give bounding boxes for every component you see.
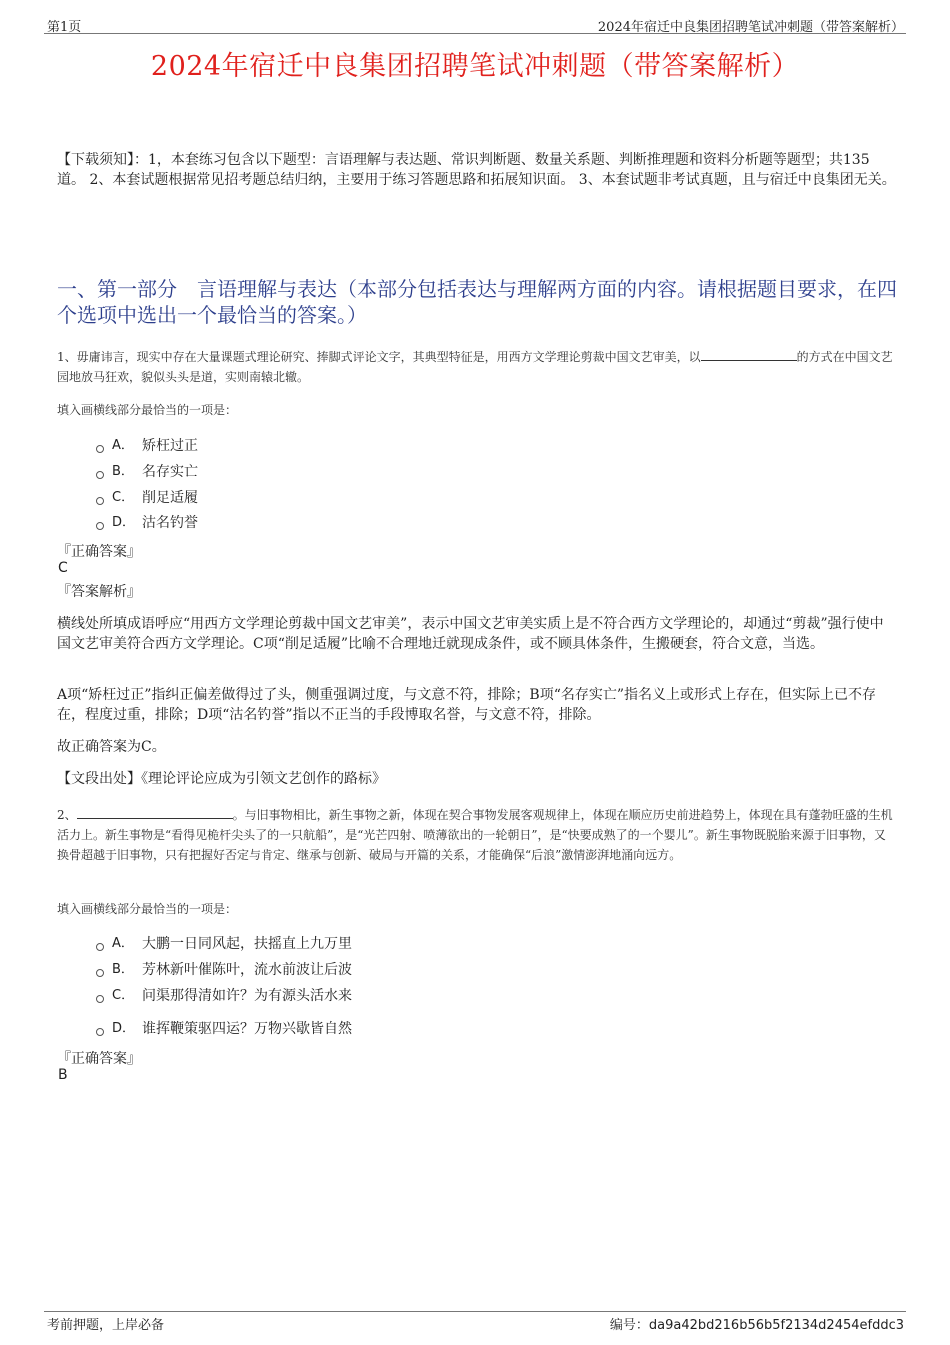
- question-1-source: 【文段出处】《理论评论应成为引领文艺创作的路标》: [57, 771, 386, 787]
- footer-code-label: 编号：: [609, 1318, 649, 1333]
- option-text: 芳林新叶催陈叶，流水前波让后波: [142, 962, 352, 978]
- option-letter: A．: [112, 936, 134, 951]
- question-1-stem: [57, 347, 897, 387]
- question-2-instruction: 填入画横线部分最恰当的一项是：: [57, 902, 238, 916]
- header-divider: [44, 33, 906, 34]
- footer-code-value: da9a42bd216b56b5f2134d2454efddc3: [648, 1318, 904, 1333]
- footer-code: [610, 1314, 904, 1333]
- question-2-answer: B: [58, 1067, 68, 1083]
- option-text: 名存实亡: [142, 464, 198, 480]
- document-title: 2024年宿迁中良集团招聘笔试冲刺题（带答案解析）: [150, 51, 800, 82]
- question-2-option-a[interactable]: [96, 934, 352, 954]
- question-2-option-c[interactable]: [96, 986, 352, 1006]
- question-1-text-before: 1、毋庸讳言，现实中存在大量课题式理论研究、捧脚式评论文字，其典型特征是，用西方文学理论剪裁中国文艺审美，以: [57, 350, 701, 364]
- question-2-number: 2、: [57, 808, 77, 822]
- radio-icon[interactable]: [96, 1028, 104, 1036]
- question-1-instruction: 填入画横线部分最恰当的一项是：: [57, 403, 238, 417]
- option-text: 问渠那得清如许？为有源头活水来: [142, 988, 352, 1004]
- question-2-answer-label: 『正确答案』: [57, 1051, 141, 1067]
- question-1-analysis-paragraph-2: A项“矫枉过正”指纠正偏差做得过了头，侧重强调过度，与文意不符，排除；B项“名存实亡”指名义上或形式上存在，但实际上已不存在，程度过重，排除；D项“沽名钓誉”指以不正当的手段博取名誉，与文意不符，排除。: [57, 687, 877, 723]
- option-letter: D．: [112, 1021, 136, 1036]
- option-text: 矫枉过正: [142, 438, 198, 454]
- question-1-answer: C: [58, 560, 68, 576]
- option-letter: A．: [112, 438, 134, 453]
- radio-icon[interactable]: [96, 969, 104, 977]
- question-2-text: 。与旧事物相比，新生事物之新，体现在契合事物发展客观规律上，体现在顺应历史前进趋势上，体现在具有蓬勃旺盛的生机活力上。新生事物是“看得见桅杆尖头了的一只航船”，是“光芒四射、喷薄欲出的一轮朝日”，是“快要成熟了的一个婴儿”。新生事物既脱胎来源于旧事物，又换骨超越于旧事物，只有把握好否定与肯定、继承与创新、破局与开篇的关系，才能确保“后浪”激情澎湃地涌向远方。: [57, 808, 893, 862]
- page-number: 第1页: [47, 20, 82, 35]
- option-text: 大鹏一日同风起，扶摇直上九万里: [142, 936, 352, 952]
- question-1-answer-label: 『正确答案』: [57, 544, 141, 560]
- question-1-option-d[interactable]: [96, 513, 198, 533]
- option-letter: B．: [112, 962, 134, 977]
- question-1-analysis-paragraph-1: 横线处所填成语呼应“用西方文学理论剪裁中国文艺审美”，表示中国文艺审美实质上是不符合西方文学理论的，却通过“剪裁”强行使中国文艺审美符合西方文学理论。C项“削足适履”比喻不合理地迁就现成条件，或不顾具体条件，生搬硬套，符合文意，当选。: [57, 616, 884, 652]
- question-1-option-b[interactable]: [96, 462, 198, 482]
- question-1-option-a[interactable]: [96, 436, 198, 456]
- question-2-blank: [77, 806, 233, 819]
- question-2-stem: [57, 805, 897, 865]
- option-letter: C．: [112, 490, 135, 505]
- option-text: 谁挥鞭策驱四运？万物兴歇皆自然: [142, 1021, 352, 1037]
- question-1-conclusion: 故正确答案为C。: [57, 739, 166, 755]
- option-text: 削足适履: [142, 490, 198, 506]
- footer-divider: [44, 1311, 906, 1312]
- option-text: 沽名钓誉: [142, 515, 198, 531]
- radio-icon[interactable]: [96, 943, 104, 951]
- question-1-text-after: 的方式在中国文艺园地放马狂欢，貌似头头是道，实则南辕北辙。: [57, 350, 893, 384]
- radio-icon[interactable]: [96, 445, 104, 453]
- download-notice: 【下载须知】：1，本套练习包含以下题型：言语理解与表达题、常识判断题、数量关系题、判断推理题和资料分析题等题型；共135道。 2、本套试题根据常见招考题总结归纳，主要用于练习答题思路和拓展知识面。 3、本套试题非考试真题，且与宿迁中良集团无关。: [57, 152, 896, 188]
- option-letter: B．: [112, 464, 134, 479]
- section-heading: 一、第一部分 言语理解与表达（本部分包括表达与理解两方面的内容。请根据题目要求，在四个选项中选出一个最恰当的答案。）: [57, 277, 897, 327]
- radio-icon[interactable]: [96, 995, 104, 1003]
- option-letter: D．: [112, 515, 136, 530]
- running-header-title: 2024年宿迁中良集团招聘笔试冲刺题（带答案解析）: [597, 20, 904, 35]
- option-letter: C．: [112, 988, 135, 1003]
- radio-icon[interactable]: [96, 471, 104, 479]
- radio-icon[interactable]: [96, 497, 104, 505]
- radio-icon[interactable]: [96, 522, 104, 530]
- footer-slogan: 考前押题，上岸必备: [47, 1318, 165, 1333]
- question-1-blank: [701, 348, 797, 361]
- question-1-option-c[interactable]: [96, 488, 198, 508]
- question-1-analysis-label: 『答案解析』: [57, 584, 141, 600]
- question-2-option-b[interactable]: [96, 960, 352, 980]
- question-2-option-d[interactable]: [96, 1019, 352, 1039]
